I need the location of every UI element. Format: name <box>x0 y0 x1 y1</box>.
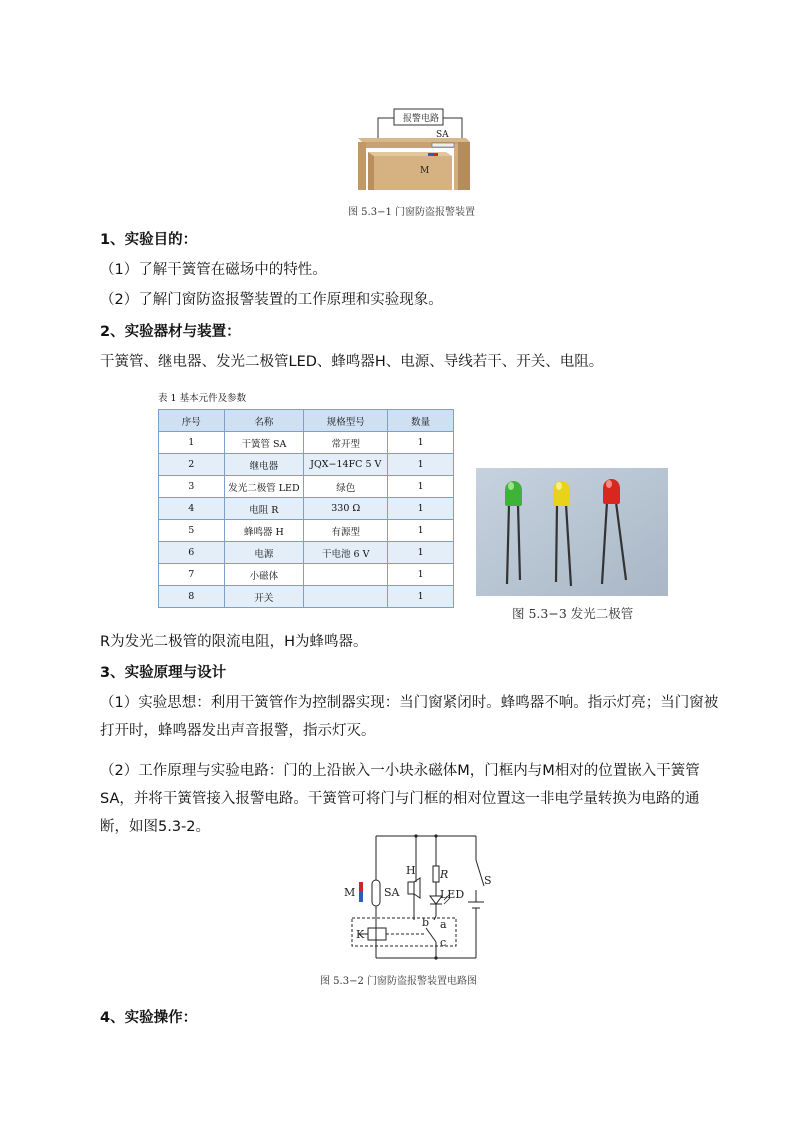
table-cell: JQX−14FC 5 V <box>304 454 388 476</box>
table-cell: 1 <box>388 564 454 586</box>
table-cell: 绿色 <box>304 476 388 498</box>
table-row <box>159 520 454 542</box>
circuit-label-r: R <box>440 868 449 881</box>
table-cell: 330 Ω <box>304 498 388 520</box>
circuit-label-sa: SA <box>384 886 400 899</box>
circuit-label-c: c <box>440 936 447 949</box>
table-cell: 2 <box>159 454 225 476</box>
components-table <box>158 409 454 608</box>
table-row <box>159 432 454 454</box>
led-photo-caption: 图 5.3−3 发光二极管 <box>512 606 634 621</box>
table-cell: 干簧管 SA <box>224 432 304 454</box>
section1-item-2: （2）了解门窗防盗报警装置的工作原理和实验现象。 <box>100 292 443 308</box>
circuit-label-a: a <box>440 918 447 931</box>
section2-note: R为发光二极管的限流电阻，H为蜂鸣器。 <box>100 634 368 650</box>
table-cell: 常开型 <box>304 432 388 454</box>
section2-title: 2、实验器材与装置： <box>100 324 241 340</box>
circuit-label-h: H <box>406 864 416 877</box>
section4-title: 4、实验操作： <box>100 1010 198 1026</box>
section1-title: 1、实验目的： <box>100 232 198 248</box>
table-row <box>159 586 454 608</box>
table-cell: 电源 <box>224 542 304 564</box>
table-row <box>159 564 454 586</box>
table-cell: 干电池 6 V <box>304 542 388 564</box>
table-header-row <box>159 410 454 432</box>
table-cell: 1 <box>388 520 454 542</box>
table-cell: 发光二极管 LED <box>224 476 304 498</box>
table-cell: 5 <box>159 520 225 542</box>
table-row <box>159 498 454 520</box>
section1-item-1: （1）了解干簧管在磁场中的特性。 <box>100 262 327 278</box>
table-cell: 1 <box>388 432 454 454</box>
section2-text: 干簧管、继电器、发光二极管LED、蜂鸣器H、电源、导线若干、开关、电阻。 <box>100 354 604 370</box>
circuit-caption: 图 5.3−2 门窗防盗报警装置电路图 <box>320 976 478 987</box>
magnet-icon <box>359 882 363 892</box>
table-cell: 继电器 <box>224 454 304 476</box>
table-cell: 4 <box>159 498 225 520</box>
magnet-label: M <box>420 166 430 176</box>
table-row <box>159 476 454 498</box>
table-cell: 小磁体 <box>224 564 304 586</box>
door-alarm-figure <box>350 100 475 192</box>
section3-paragraph-2: （2）工作原理与实验电路：门的上沿嵌入一小块永磁体M，门框内与M相对的位置嵌入干簧管SA，并将干簧管接入报警电路。干簧管可将门与门框的相对位置这一非电学量转换为电路的通断，如图5.3-2。 <box>100 763 700 835</box>
figure1-caption: 图 5.3−1 门窗防盗报警装置 <box>348 207 476 218</box>
table-cell: 有源型 <box>304 520 388 542</box>
table-cell: 7 <box>159 564 225 586</box>
table-cell: 1 <box>388 454 454 476</box>
table-header: 序号 <box>159 410 225 432</box>
table-cell: 电阻 R <box>224 498 304 520</box>
section3-title: 3、实验原理与设计 <box>100 665 227 681</box>
table-caption: 表 1 基本元件及参数 <box>158 393 247 404</box>
table-cell: 蜂鸣器 H <box>224 520 304 542</box>
table-cell <box>304 586 388 608</box>
circuit-label-s: S <box>484 874 492 887</box>
circuit-label-led: LED <box>440 888 465 901</box>
alarm-circuit-diagram <box>336 832 502 962</box>
table-cell: 6 <box>159 542 225 564</box>
table-header: 规格型号 <box>304 410 388 432</box>
table-cell: 1 <box>388 476 454 498</box>
table-row <box>159 454 454 476</box>
table-cell: 8 <box>159 586 225 608</box>
table-row <box>159 542 454 564</box>
alarm-circuit-label: 报警电路 <box>403 114 440 124</box>
circuit-label-m: M <box>344 886 356 899</box>
table-cell <box>304 564 388 586</box>
table-header: 名称 <box>224 410 304 432</box>
section3-paragraph-1: （1）实验思想：利用干簧管作为控制器实现：当门窗紧闭时。蜂鸣器不响。指示灯亮；当门窗被打开时，蜂鸣器发出声音报警，指示灯灭。 <box>100 695 719 739</box>
circuit-label-k: K <box>356 928 365 941</box>
table-header: 数量 <box>388 410 454 432</box>
table-cell: 1 <box>388 498 454 520</box>
table-cell: 1 <box>388 542 454 564</box>
table-cell: 1 <box>388 586 454 608</box>
led-photo <box>476 468 668 596</box>
table-cell: 1 <box>159 432 225 454</box>
circuit-label-b: b <box>422 916 430 929</box>
sa-label: SA <box>436 130 449 140</box>
table-cell: 开关 <box>224 586 304 608</box>
table-cell: 3 <box>159 476 225 498</box>
